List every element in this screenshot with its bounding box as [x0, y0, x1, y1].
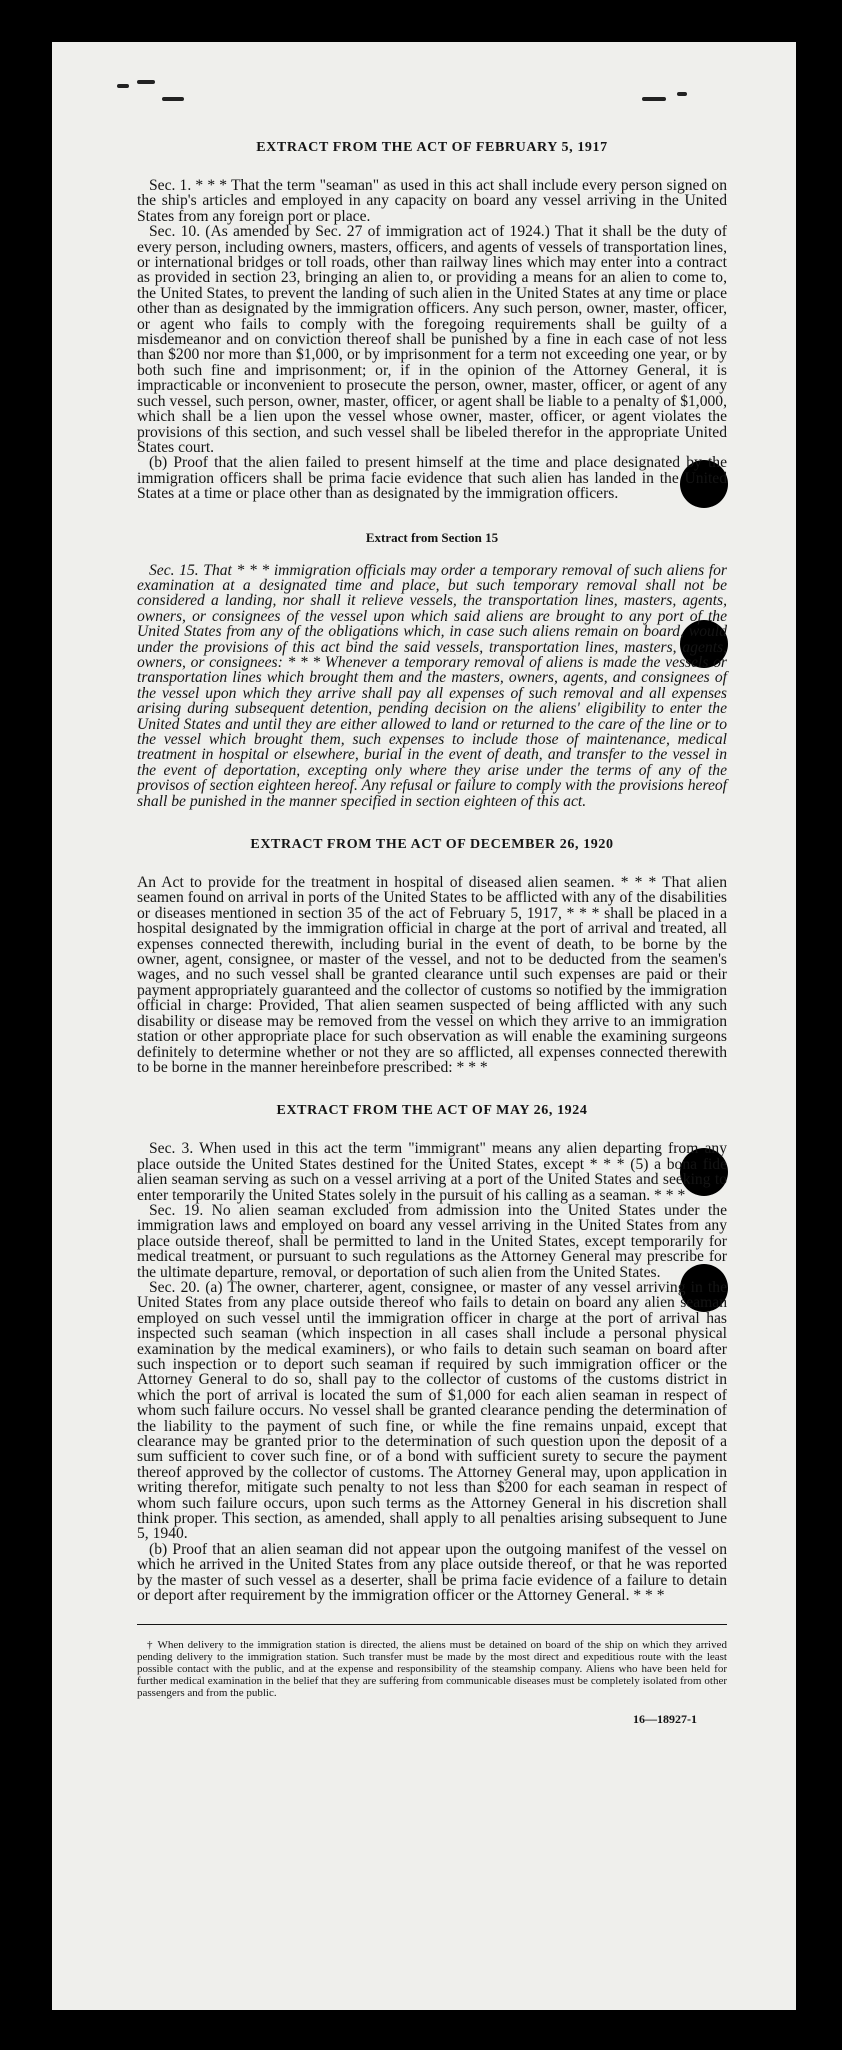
paragraph: Sec. 3. When used in this act the term "immigrant" means any alien departing from any place outside the United States destined for the United States, except * * * (5) a bona fide alien seaman serving as such on a vessel arriving at a port of the United States and seeking to enter temporarily the United States solely in the pursuit of his calling as a seaman. * * *: [137, 1140, 727, 1204]
document-sheet: [52, 42, 796, 2010]
footnote: † When delivery to the immigration station is directed, the aliens must be detained on board of the ship on which they arrived pending delivery to the immigration station. Such transfer must be made by the most direct and expeditious route with the least possible contact with the public, and at the expense and responsibility of the steamship company. Aliens who have been held for further medical examination in the belief that they are suffering from communicable diseases must be completely isolated from other passengers and from the public.: [137, 1624, 727, 1700]
paragraph: Sec. 15. That * * * immigration officials may order a temporary removal of such aliens for examination at a designated time and place, but such temporary removal shall not be considered a landing, nor shall it relieve vessels, the transportation lines, masters, agents, owners, or consignees of the vessel upon which said aliens are brought to any port of the United States from any of the obligations which, in case such aliens remain on board, would under the provisions of this act bind the said vessels, transportation lines, masters, agents, owners, or consignees: * * * Whenever a temporary removal of aliens is made the vessels or transportation lines which brought them and the masters, owners, agents, and consignees of the vessel upon which they arrive shall pay all expenses of such removal and all expenses arising during subsequent detention, pending decision on the aliens' eligibility to enter the United States and until they are either allowed to land or returned to the care of the line or to the vessel which brought them, such expenses to include those of maintenance, medical treatment in hospital or elsewhere, burial in the event of death, and transfer to the vessel in the event of deportation, excepting only where they arise under the terms of any of the provisos of section eighteen hereof. Any refusal or failure to comply with the provisions hereof shall be punished in the manner specified in section eighteen of this act.: [137, 561, 727, 810]
scan-mark: [642, 97, 666, 101]
document-body: [137, 140, 727, 1727]
section-heading: EXTRACT FROM THE ACT OF FEBRUARY 5, 1917: [256, 140, 608, 155]
paragraph: (b) Proof that the alien failed to present himself at the time and place designated by the immigration officers shall be prima facie evidence that such alien has landed in the United States at a time or place other than as designated by the immigration officers.: [137, 454, 727, 503]
paragraph: Sec. 19. No alien seaman excluded from admission into the United States under the immigration laws and employed on board any vessel arriving in the United States from any place outside thereof, shall be permitted to land in the United States, except temporarily for medical treatment, or pursuant to such regulations as the Attorney General may prescribe for the ultimate departure, removal, or deportation of such alien from the United States.: [137, 1201, 727, 1281]
section-act-1920: [137, 837, 727, 1075]
paragraph: (b) Proof that an alien seaman did not appear upon the outgoing manifest of the vessel on which he arrived in the United States from any place outside thereof, or that he was reported by the master of such vessel as a deserter, shall be prima facie evidence of a failure to detain or deport after requirement by the immigration officer or the Attorney General. * * *: [137, 1540, 727, 1605]
section-extract-15: [137, 530, 727, 810]
section-subheading: Extract from Section 15: [365, 529, 499, 545]
scan-mark: [117, 84, 129, 88]
paragraph: Sec. 1. * * * That the term "seaman" as used in this act shall include every person signed on the ship's articles and employed in any capacity on board any vessel arriving in the United States from any foreign port or place.: [137, 177, 727, 225]
section-heading: EXTRACT FROM THE ACT OF MAY 26, 1924: [276, 1103, 588, 1119]
paragraph: Sec. 10. (As amended by Sec. 27 of immigration act of 1924.) That it shall be the duty of every person, including owners, masters, officers, and agents of vessels of transportation lines, or international bridges or toll roads, other than railway lines which may enter into a contract as provided in section 23, bringing an alien to, or providing a means for an alien to come to, the United States, to prevent the landing of such alien in the United States at any time or place other than as designated by the immigration officers. Any such person, owner, master, officer, or agent who fails to comply with the foregoing requirements shall be guilty of a misdemeanor and on conviction thereof shall be punished by a fine in each case of not less than $200 nor more than $1,000, or by imprisonment for a term not exceeding one year, or by both such fine and imprisonment; or, if in the opinion of the Attorney General, it is impracticable or inconvenient to prosecute the person, owner, master, officer, or agent of any such vessel, such person, owner, master, officer, or agent shall be liable to a penalty of $1,000, which shall be a lien upon the vessel whose owner, master, officer, or agent violates the provisions of this section, and such vessel shall be libeled therefor in the appropriate United States court.: [137, 223, 727, 456]
scan-mark: [162, 97, 184, 101]
paragraph: An Act to provide for the treatment in hospital of diseased alien seamen. * * * That alien seamen found on arrival in ports of the United States to be afflicted with any of the disabilities or diseases mentioned in section 35 of the act of February 5, 1917, * * * shall be placed in a hospital designated by the immigration official in charge at the port of arrival and treated, all expenses connected therewith, including burial in the event of death, to be borne by the owner, agent, consignee, or master of the vessel, and not to be deducted from the seamen's wages, and no such vessel shall be granted clearance until such expenses are paid or their payment appropriately guaranteed and the collector of customs so notified by the immigration official in charge: Provided, That alien seamen suspected of being afflicted with any such disability or disease may be removed from the vessel on which they arrive to an immigration station or other appropriate place for such observation as will enable the examining surgeons definitely to determine whether or not they are so afflicted, all expenses connected therewith to be borne in the manner hereinbefore prescribed: * * *: [137, 874, 727, 1076]
scan-mark: [137, 80, 155, 84]
section-act-1917: [137, 140, 727, 502]
section-act-1924: [137, 1103, 727, 1603]
section-heading: EXTRACT FROM THE ACT OF DECEMBER 26, 1920: [250, 837, 614, 853]
document-number: 16—18927-1: [633, 1711, 697, 1726]
paragraph: Sec. 20. (a) The owner, charterer, agent, consignee, or master of any vessel arriving in the United States from any place outside thereof who fails to detain on board any alien seaman employed on such vessel until the immigration officer in charge at the port of arrival has inspected such seaman (which inspection in all cases shall include a personal physical examination by the medical examiners), or who fails to detain such seaman on board after such inspection or to deport such seaman if required by such immigration officer or the Attorney General to do so, shall pay to the collector of customs of the customs district in which the port of arrival is located the sum of $1,000 for each alien seaman in respect of whom such failure occurs. No vessel shall be granted clearance pending the determination of the liability to the payment of such fine, or while the fine remains unpaid, except that clearance may be granted prior to the determination of such question upon the deposit of a sum sufficient to cover such fine, or of a bond with sufficient surety to secure the payment thereof approved by the collector of customs. The Attorney General may, upon application in writing therefor, mitigate such penalty to not less than $200 for each seaman in respect of whom such failure occurs, upon such terms as the Attorney General in his discretion shall think proper. This section, as amended, shall apply to all penalties arising subsequent to June 5, 1940.: [137, 1278, 727, 1543]
scan-mark: [677, 92, 687, 96]
